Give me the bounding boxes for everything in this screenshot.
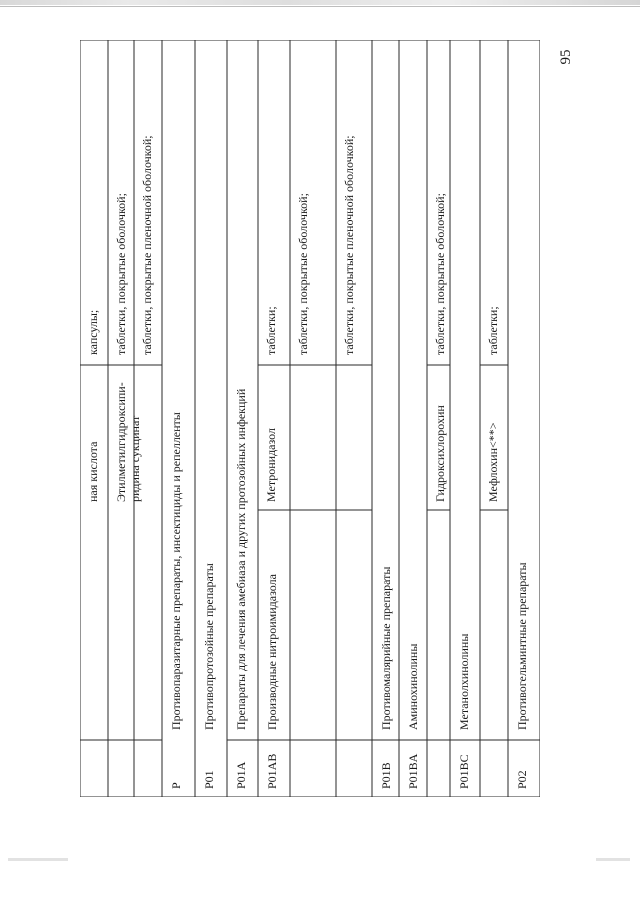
scan-mark bbox=[596, 858, 630, 861]
form-cell-text: таблетки, покрытые пленочной оболочкой; bbox=[342, 135, 356, 355]
group-cell-text: Препараты для лечения амебиаза и других протозойных инфекций bbox=[234, 388, 248, 730]
code-cell-text: P bbox=[169, 782, 183, 789]
code-cell-text: P01BC bbox=[457, 754, 471, 789]
group-cell-text: Противопротозойные препараты bbox=[202, 563, 216, 730]
code-cell-text: P01B bbox=[379, 762, 393, 789]
scan-mark bbox=[8, 858, 68, 861]
page-number: 95 bbox=[558, 49, 574, 65]
form-cell-text: таблетки; bbox=[264, 306, 278, 355]
code-cell-text: P01AB bbox=[265, 753, 279, 789]
group-cell-text: Метанолхинолины bbox=[457, 633, 471, 730]
drug-cell-text: Мефлохин<**> bbox=[486, 422, 500, 502]
code-cell-text: P01BA bbox=[406, 753, 420, 789]
scan-edge-line bbox=[0, 6, 640, 7]
drug-cell-text: Этилметилгидроксипи- ридина сукцинат bbox=[114, 382, 142, 502]
form-cell-text: таблетки; bbox=[486, 306, 500, 355]
code-cell-text: P01A bbox=[234, 761, 248, 789]
code-cell-text: P01 bbox=[202, 770, 216, 789]
group-cell-text: Противогельминтные препараты bbox=[515, 562, 529, 730]
drug-cell-text: Гидроксихлорохин bbox=[433, 405, 447, 502]
drug-cell-text: Метронидазол bbox=[264, 427, 278, 502]
code-cell-text: P02 bbox=[515, 770, 529, 789]
form-cell-text: таблетки, покрытые оболочкой; bbox=[296, 193, 310, 355]
group-cell-text: Производные нитроимидазола bbox=[265, 574, 279, 730]
drug-list-table bbox=[80, 40, 540, 797]
drug-cell-text: ная кислота bbox=[86, 441, 100, 502]
group-cell-text: Аминохинолины bbox=[406, 643, 420, 730]
form-cell-text: капсулы; bbox=[86, 309, 100, 355]
form-cell-text: таблетки, покрытые оболочкой; bbox=[433, 193, 447, 355]
group-cell-text: Противопаразитарные препараты, инсектициды и репелленты bbox=[169, 412, 183, 730]
form-cell-text: таблетки, покрытые оболочкой; bbox=[114, 193, 128, 355]
scan-edge bbox=[0, 0, 640, 5]
group-cell-text: Противомалярийные препараты bbox=[379, 566, 393, 730]
form-cell-text: таблетки, покрытые пленочной оболочкой; bbox=[140, 135, 154, 355]
